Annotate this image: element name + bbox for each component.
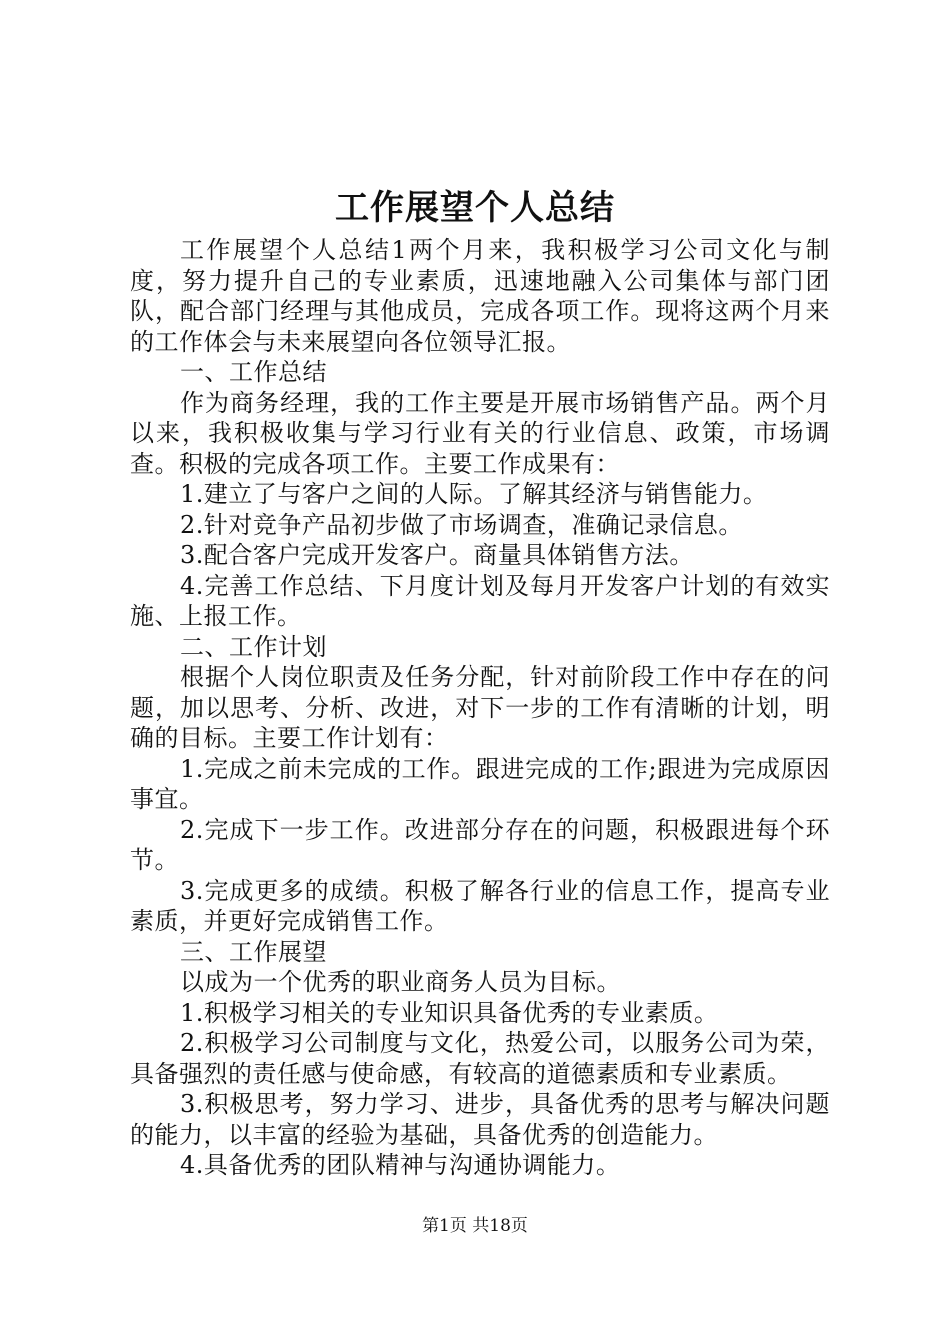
list-item: 3.完成更多的成绩。积极了解各行业的信息工作，提高专业素质，并更好完成销售工作。 bbox=[130, 876, 830, 935]
list-item: 3.配合客户完成开发客户。商量具体销售方法。 bbox=[180, 541, 694, 569]
page-number: 第1页 共18页 bbox=[422, 1216, 528, 1236]
list-item: 3.积极思考，努力学习、进步，具备优秀的思考与解决问题的能力，以丰富的经验为基础，具备优秀的创造能力。 bbox=[130, 1090, 830, 1149]
section-heading-plan: 二、工作计划 bbox=[180, 632, 327, 661]
list-item: 4.具备优秀的团队精神与沟通协调能力。 bbox=[180, 1151, 621, 1179]
list-item: 1.积极学习相关的专业知识具备优秀的专业素质。 bbox=[180, 998, 719, 1027]
list-item: 2.针对竞争产品初步做了市场调查，准确记录信息。 bbox=[180, 510, 743, 539]
section-heading-summary: 一、工作总结 bbox=[180, 358, 327, 386]
list-item: 2.积极学习公司制度与文化，热爱公司，以服务公司为荣，具备强烈的责任感与使命感，有较高的道德素质和专业素质。 bbox=[130, 1029, 830, 1088]
paragraph: 根据个人岗位职责及任务分配，针对前阶段工作中存在的问题，加以思考、分析、改进，对下一步的工作有清晰的计划，明确的目标。主要工作计划有： bbox=[130, 663, 830, 752]
list-item: 1.建立了与客户之间的人际。了解其经济与销售能力。 bbox=[180, 480, 768, 508]
paragraph-intro: 工作展望个人总结1两个月来，我积极学习公司文化与制度，努力提升自己的专业素质，迅速地融入公司集体与部门团队，配合部门经理与其他成员，完成各项工作。现将这两个月来的工作体会与未来展望向各位领导汇报。 bbox=[130, 236, 830, 356]
paragraph: 以成为一个优秀的职业商务人员为目标。 bbox=[180, 968, 621, 996]
document-body bbox=[130, 235, 830, 1181]
list-item: 2.完成下一步工作。改进部分存在的问题，积极跟进每个环节。 bbox=[130, 815, 830, 874]
document-title: 工作展望个人总结 bbox=[335, 188, 615, 228]
list-item: 4.完善工作总结、下月度计划及每月开发客户计划的有效实施、上报工作。 bbox=[130, 571, 830, 630]
section-heading-outlook: 三、工作展望 bbox=[180, 937, 327, 966]
list-item: 1.完成之前未完成的工作。跟进完成的工作;跟进为完成原因事宜。 bbox=[130, 754, 830, 813]
paragraph: 作为商务经理，我的工作主要是开展市场销售产品。两个月以来，我积极收集与学习行业有关的行业信息、政策，市场调查。积极的完成各项工作。主要工作成果有： bbox=[130, 388, 830, 478]
